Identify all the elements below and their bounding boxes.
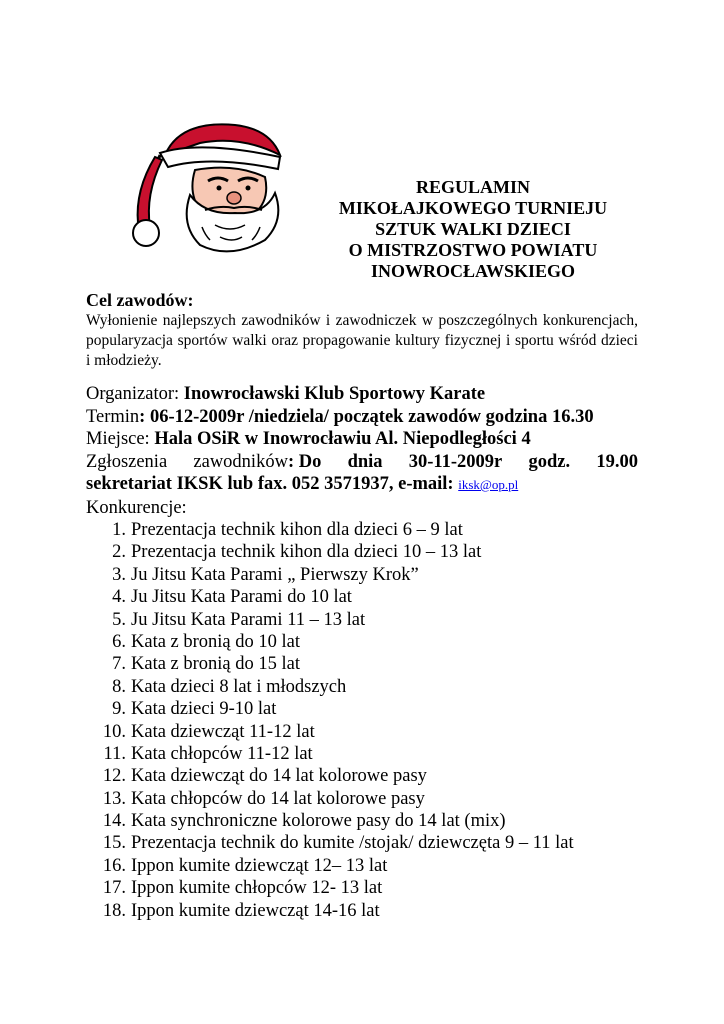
organizer-value: Inowrocławski Klub Sportowy Karate	[183, 384, 486, 404]
competition-list	[86, 519, 638, 922]
list-item-number: 16.	[102, 855, 126, 876]
list-item-text: Prezentacja technik do kumite /stojak/ dziewczęta 9 – 11 lat	[131, 833, 574, 854]
list-item-number: 13.	[102, 788, 126, 809]
list-item-text: Ju Jitsu Kata Parami do 10 lat	[131, 587, 352, 608]
title-line: INOWROCŁAWSKIEGO	[370, 261, 576, 281]
list-item-number: 5.	[112, 609, 126, 630]
list-item	[86, 765, 638, 787]
list-item-text: Kata z bronią do 15 lat	[131, 654, 301, 675]
zgloszenia-line2	[86, 473, 638, 497]
list-item-text: Ippon kumite dziewcząt 14-16 lat	[131, 900, 380, 921]
list-item-number: 11.	[103, 743, 126, 764]
list-item	[86, 564, 638, 586]
list-item-text: Kata dzieci 8 lat i młodszych	[131, 676, 347, 697]
list-item	[86, 743, 638, 765]
zgloszenia-contact: sekretariat IKSK lub fax. 052 3571937, e-mail:	[86, 474, 459, 494]
list-item-number: 2.	[112, 542, 126, 563]
termin-value: : 06-12-2009r /niedziela/ początek zawodów godzina 16.30	[139, 406, 594, 427]
zgloszenia-line	[86, 451, 638, 474]
list-item-number: 15.	[102, 833, 126, 854]
title-line: REGULAMIN	[415, 177, 530, 197]
cel-text: Wyłonienie najlepszych zawodników i zawodniczek w poszczególnych konkurencjach, popularyzacja sportów walki oraz propagowanie kultury fizycznej i sportu wśród dzieci i młodzieży.	[86, 312, 638, 369]
miejsce-label: Miejsce:	[86, 429, 155, 449]
zgloszenia-word: : Do	[287, 451, 322, 472]
zgloszenia-label: Zgłoszenia	[86, 451, 168, 472]
list-item	[86, 698, 638, 720]
list-item	[86, 832, 638, 854]
list-item	[86, 653, 638, 675]
list-item-text: Kata chłopców 11-12 lat	[131, 743, 313, 764]
list-item	[86, 676, 638, 698]
list-item	[86, 788, 638, 810]
konkurencje-heading: Konkurencje:	[86, 497, 187, 518]
list-item-number: 7.	[112, 654, 126, 675]
list-item-number: 1.	[112, 520, 126, 540]
list-item	[86, 855, 638, 877]
zgloszenia-word: 19.00	[596, 451, 638, 472]
zgloszenia-label2: zawodników	[193, 451, 288, 472]
list-item-text: Kata chłopców do 14 lat kolorowe pasy	[131, 788, 425, 809]
list-item-number: 6.	[112, 631, 126, 652]
info-block	[86, 383, 638, 922]
list-item-number: 3.	[112, 564, 126, 585]
list-item	[86, 900, 638, 922]
list-item-number: 14.	[102, 811, 126, 832]
list-item-number: 18.	[102, 900, 126, 921]
list-item	[86, 721, 638, 743]
list-item-number: 9.	[112, 699, 126, 720]
zgloszenia-word: godz.	[528, 451, 571, 472]
list-item-number: 8.	[112, 676, 126, 697]
list-item-number: 4.	[112, 587, 126, 608]
list-item-text: Kata dziewcząt 11-12 lat	[131, 721, 315, 742]
cel-heading: Cel zawodów:	[86, 290, 194, 310]
list-item	[86, 609, 638, 631]
miejsce-value: Hala OSiR w Inowrocławiu Al. Niepodległości 4	[154, 429, 531, 449]
list-item-text: Ippon kumite chłopców 12- 13 lat	[131, 878, 383, 899]
miejsce-line	[86, 428, 638, 451]
title-line: O MISTRZOSTWO POWIATU	[348, 240, 598, 260]
list-item	[86, 810, 638, 832]
zgloszenia-word: 30-11-2009r	[408, 451, 503, 472]
email-link[interactable]: iksk@op.pl	[458, 477, 519, 492]
title-line: MIKOŁAJKOWEGO TURNIEJU	[338, 198, 608, 218]
santa-clipart	[120, 115, 300, 255]
list-item-text: Kata dzieci 9-10 lat	[131, 699, 277, 720]
list-item-text: Kata z bronią do 10 lat	[131, 631, 301, 652]
list-item-text: Kata dziewcząt do 14 lat kolorowe pasy	[131, 766, 427, 787]
list-item	[86, 541, 638, 563]
title-line: SZTUK WALKI DZIECI	[375, 219, 571, 239]
termin-label: Termin	[86, 406, 140, 427]
organizer-label: Organizator:	[86, 384, 184, 404]
list-item-text: Prezentacja technik kihon dla dzieci 6 – 9 lat	[131, 520, 463, 540]
list-item-text: Ju Jitsu Kata Parami „ Pierwszy Krok”	[131, 564, 419, 585]
list-item	[86, 586, 638, 608]
list-item-number: 10.	[102, 721, 126, 742]
list-item-text: Ju Jitsu Kata Parami 11 – 13 lat	[131, 609, 366, 630]
list-item-text: Ippon kumite dziewcząt 12– 13 lat	[131, 855, 388, 876]
list-item-number: 17.	[102, 878, 126, 899]
zgloszenia-word: dnia	[347, 451, 383, 472]
termin-line	[86, 406, 638, 429]
document-title	[300, 177, 646, 282]
list-item-number: 12.	[102, 766, 126, 787]
list-item	[86, 519, 638, 541]
list-item	[86, 877, 638, 899]
organizer-line	[86, 383, 638, 406]
list-item-text: Prezentacja technik kihon dla dzieci 10 – 13 lat	[131, 542, 482, 563]
list-item-text: Kata synchroniczne kolorowe pasy do 14 lat (mix)	[131, 811, 506, 832]
list-item	[86, 631, 638, 653]
